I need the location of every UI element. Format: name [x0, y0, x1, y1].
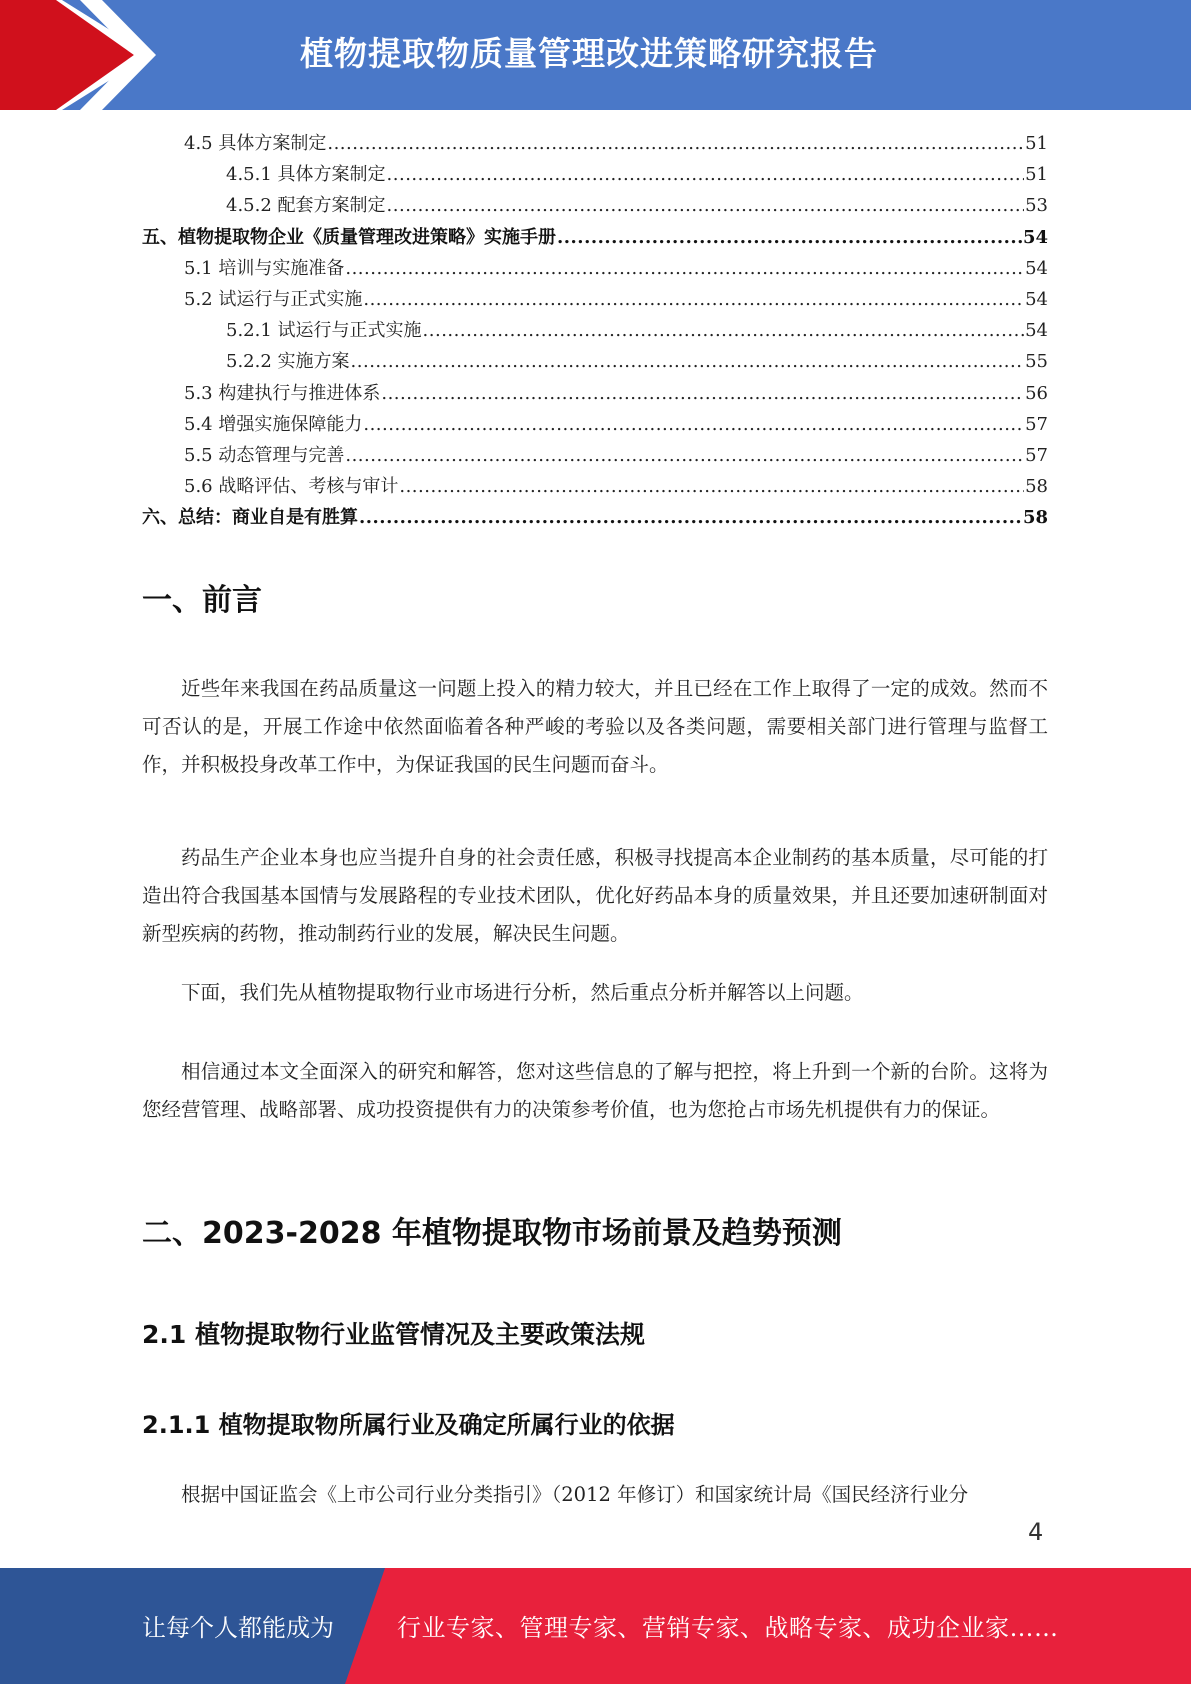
- toc-entry-title: 5.2.1 试运行与正式实施: [226, 320, 422, 342]
- toc-dot-leader: [345, 253, 1024, 284]
- toc-entry-page: 58: [1025, 476, 1048, 498]
- paragraph: 近些年来我国在药品质量这一问题上投入的精力较大，并且已经在工作上取得了一定的成效。然而不可否认的是，开展工作途中依然面临着各种严峻的考验以及各类问题，需要相关部门进行管理与监督工作，并积极投身改革工作中，为保证我国的民生问题而奋斗。: [142, 677, 1048, 776]
- section-heading-preface: 一、前言: [142, 583, 262, 618]
- toc-entry-title: 5.6 战略评估、考核与审计: [184, 476, 399, 498]
- red-arrow-decoration: [0, 0, 160, 110]
- toc-dot-leader: [345, 440, 1024, 471]
- toc-dot-leader: [423, 315, 1025, 346]
- toc-entry-page: 54: [1025, 288, 1048, 310]
- toc-entry[interactable]: [142, 409, 1048, 440]
- page-header: [0, 0, 1191, 110]
- toc-entry-page: 51: [1025, 164, 1048, 186]
- toc-entry[interactable]: [142, 440, 1048, 471]
- toc-entry[interactable]: [142, 284, 1048, 315]
- paragraph: 根据中国证监会《上市公司行业分类指引》（2012 年修订）和国家统计局《国民经济行业分: [181, 1483, 969, 1506]
- toc-dot-leader: [359, 502, 1022, 533]
- toc-dot-leader: [363, 409, 1024, 440]
- toc-dot-leader: [387, 190, 1025, 221]
- toc-entry-page: 54: [1025, 257, 1048, 279]
- toc-dot-leader: [381, 378, 1024, 409]
- paragraph: 下面，我们先从植物提取物行业市场进行分析，然后重点分析并解答以上问题。: [181, 981, 864, 1004]
- toc-entry-page: 56: [1025, 382, 1048, 404]
- toc-entry-title: 4.5.1 具体方案制定: [226, 164, 386, 186]
- toc-entry-title: 4.5.2 配套方案制定: [226, 195, 386, 217]
- toc-dot-leader: [399, 471, 1024, 502]
- toc-entry-page: 54: [1022, 226, 1048, 248]
- toc-entry-page: 54: [1025, 320, 1048, 342]
- toc-entry[interactable]: [142, 190, 1048, 221]
- toc-entry-page: 51: [1025, 133, 1048, 154]
- toc-entry-title: 5.4 增强实施保障能力: [184, 413, 363, 435]
- toc-entry[interactable]: [142, 159, 1048, 190]
- toc-entry-title: 六、总结：商业自是有胜算: [142, 507, 358, 529]
- toc-entry-page: 55: [1025, 351, 1048, 373]
- toc-entry-title: 五、植物提取物企业《质量管理改进策略》实施手册: [142, 226, 556, 248]
- toc-entry-page: 58: [1022, 507, 1048, 529]
- toc-entry[interactable]: [142, 222, 1048, 253]
- paragraph: 相信通过本文全面深入的研究和解答，您对这些信息的了解与把控，将上升到一个新的台阶。这将为您经营管理、战略部署、成功投资提供有力的决策参考价值，也为您抢占市场先机提供有力的保证。: [142, 1060, 1048, 1121]
- toc-entry-title: 5.2 试运行与正式实施: [184, 288, 363, 310]
- toc-entry-title: 5.2.2 实施方案: [226, 351, 350, 373]
- toc-entry-page: 57: [1025, 413, 1048, 435]
- subsubsection-heading: 2.1.1 植物提取物所属行业及确定所属行业的依据: [142, 1411, 675, 1439]
- toc-dot-leader: [351, 346, 1025, 377]
- section-heading-market-forecast: 二、2023-2028 年植物提取物市场前景及趋势预测: [142, 1216, 842, 1251]
- toc-entry[interactable]: [142, 128, 1048, 159]
- toc-dot-leader: [387, 159, 1025, 190]
- toc-entry[interactable]: [142, 502, 1048, 533]
- toc-dot-leader: [557, 222, 1022, 253]
- toc-entry[interactable]: [142, 378, 1048, 409]
- toc-entry-title: 5.3 构建执行与推进体系: [184, 382, 381, 404]
- table-of-contents: [142, 128, 1048, 533]
- toc-entry-title: 5.5 动态管理与完善: [184, 444, 345, 466]
- toc-entry-title: 5.1 培训与实施准备: [184, 257, 345, 279]
- subsection-heading: 2.1 植物提取物行业监管情况及主要政策法规: [142, 1320, 645, 1349]
- toc-entry-page: 57: [1025, 444, 1048, 466]
- toc-entry[interactable]: [142, 471, 1048, 502]
- toc-entry[interactable]: [142, 253, 1048, 284]
- toc-dot-leader: [363, 284, 1024, 315]
- footer-slogan-left: 让每个人都能成为: [142, 1614, 334, 1642]
- footer-slogan-right: 行业专家、管理专家、营销专家、战略专家、成功企业家……: [397, 1614, 1059, 1642]
- toc-dot-leader: [327, 128, 1024, 159]
- page-footer: [0, 1568, 1191, 1684]
- toc-entry-page: 53: [1025, 195, 1048, 217]
- page-number: 4: [1028, 1518, 1044, 1546]
- report-title: 植物提取物质量管理改进策略研究报告: [300, 34, 878, 73]
- toc-entry[interactable]: [142, 315, 1048, 346]
- toc-entry-title: 4.5 具体方案制定: [184, 133, 327, 154]
- toc-entry[interactable]: [142, 346, 1048, 377]
- paragraph: 药品生产企业本身也应当提升自身的社会责任感，积极寻找提高本企业制药的基本质量，尽可能的打造出符合我国基本国情与发展路程的专业技术团队，优化好药品本身的质量效果，并且还要加速研制面对新型疾病的药物，推动制药行业的发展，解决民生问题。: [142, 846, 1048, 945]
